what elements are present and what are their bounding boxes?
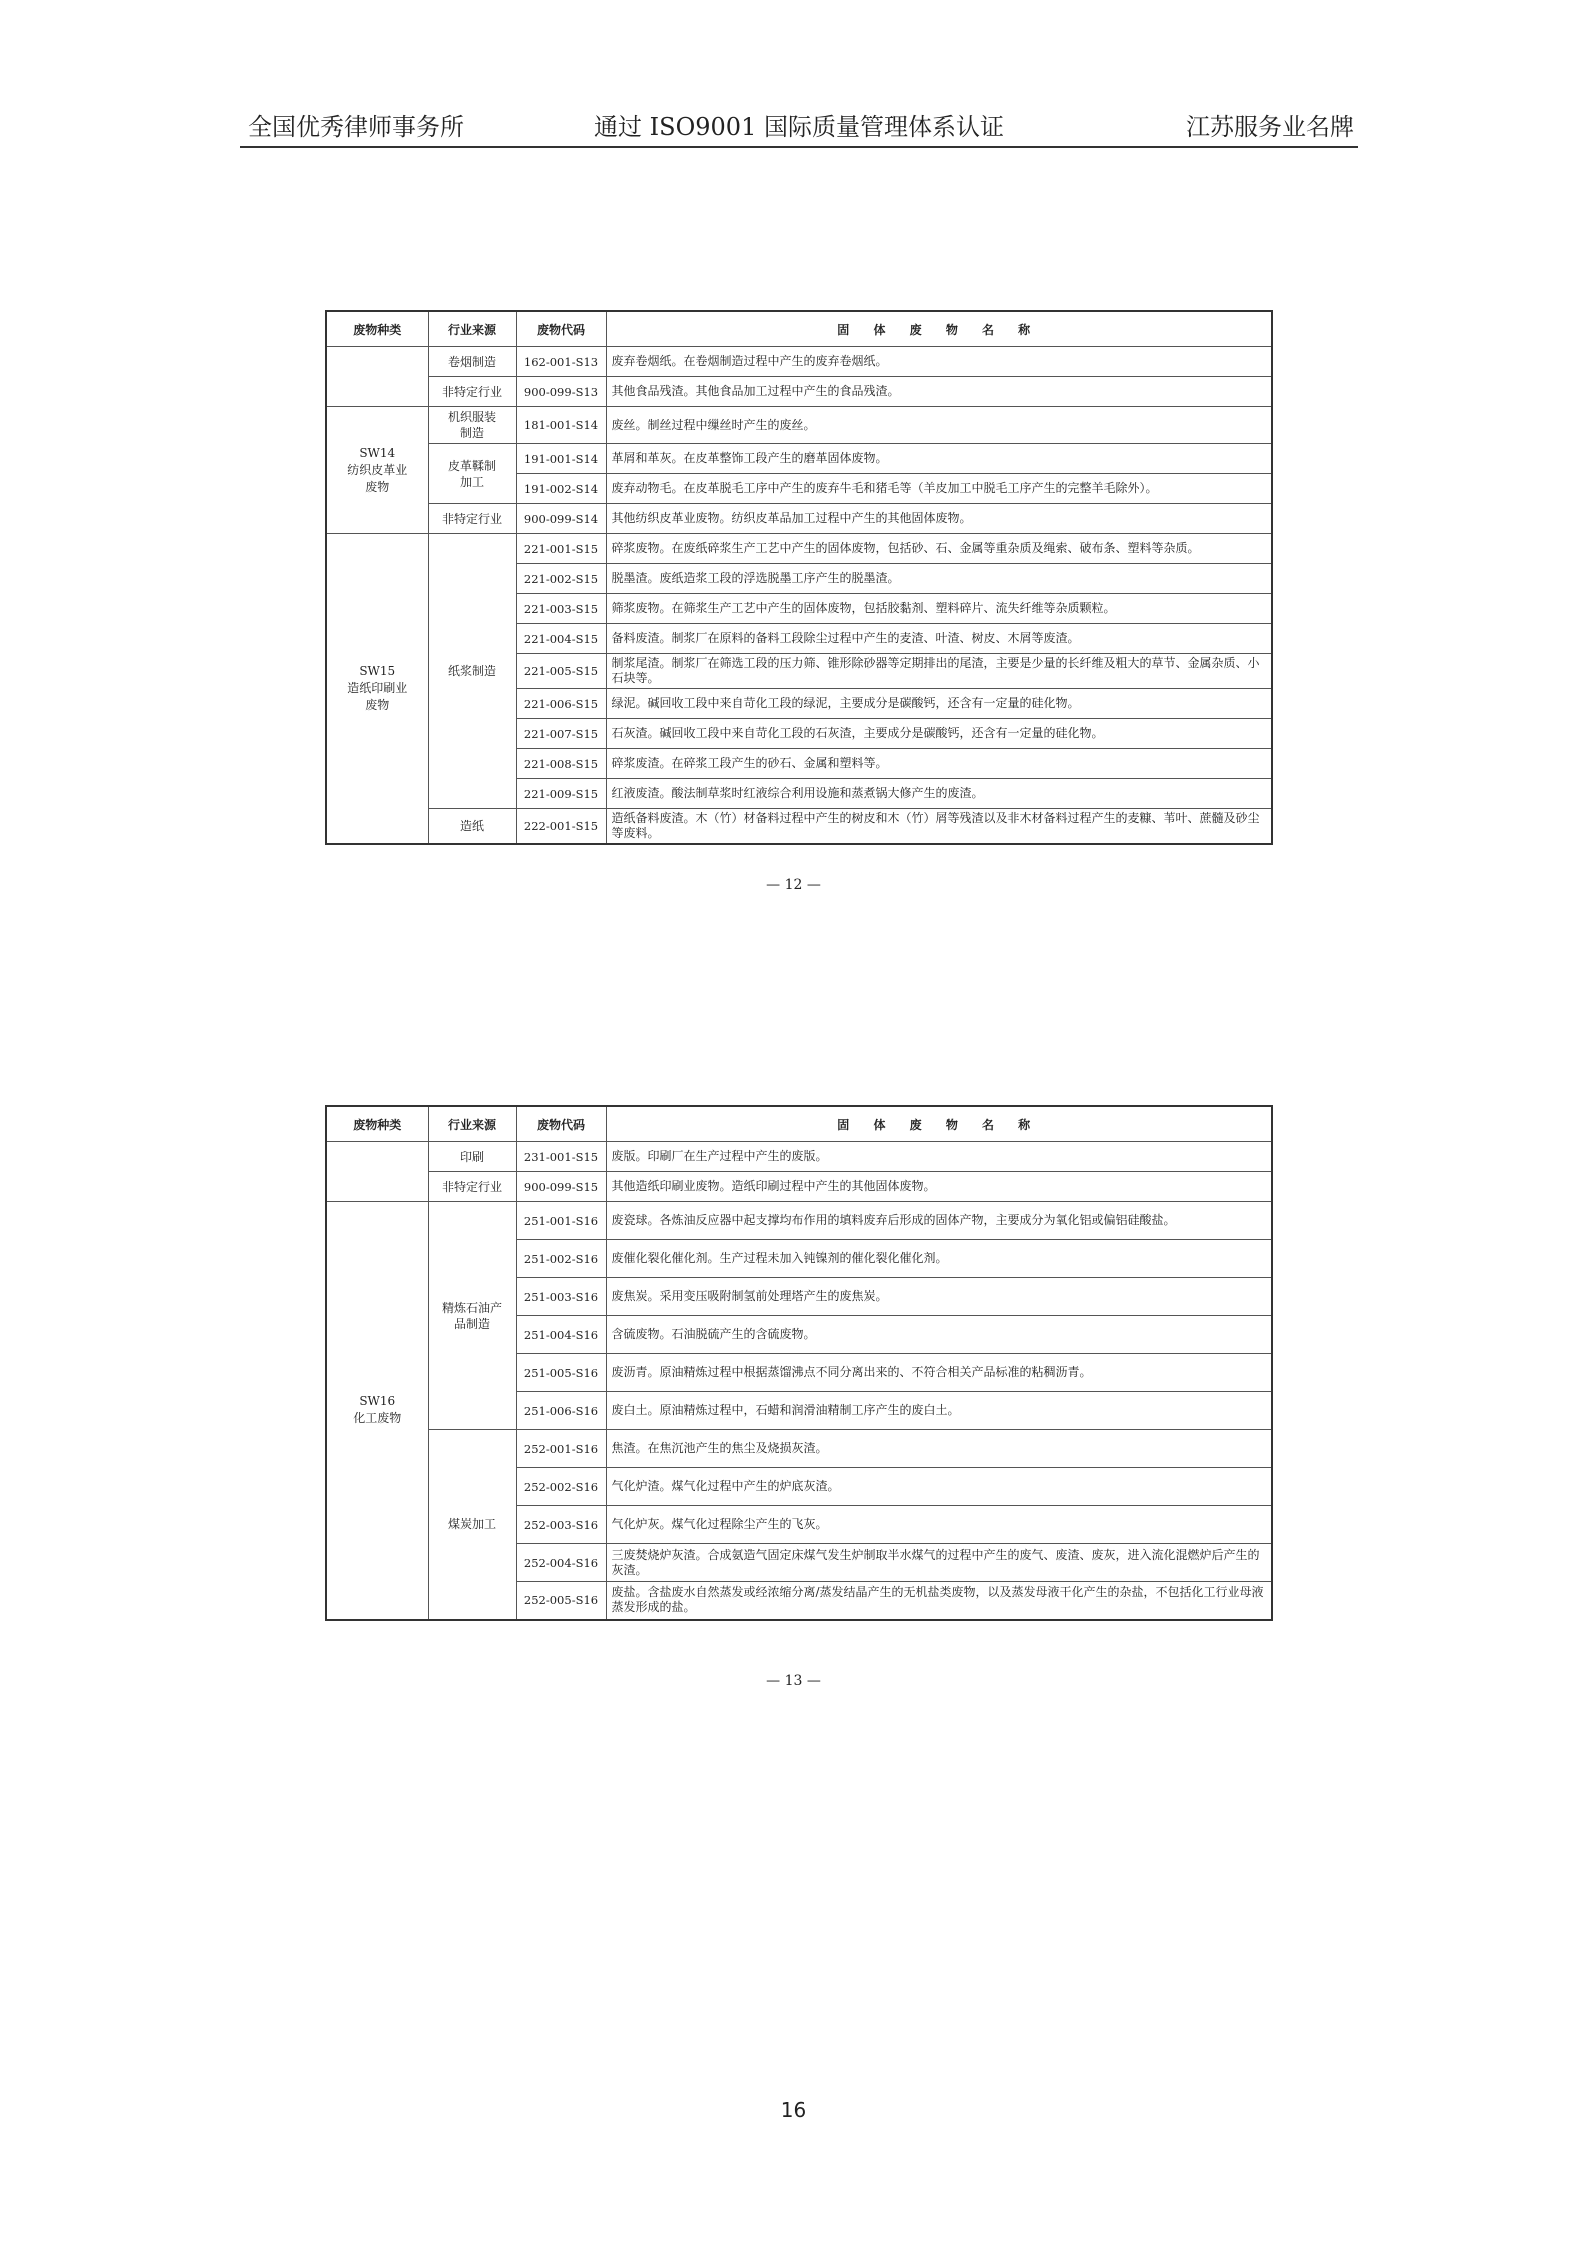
- description-cell: 其他造纸印刷业废物。造纸印刷过程中产生的其他固体废物。: [606, 1172, 1272, 1202]
- source-cell: 纸浆制造: [428, 534, 516, 809]
- description-cell: 含硫废物。石油脱硫产生的含硫废物。: [606, 1316, 1272, 1354]
- source-cell: 造纸: [428, 809, 516, 845]
- col-waste-code: 废物代码: [516, 1106, 606, 1142]
- category-cell: SW14 纺织皮革业 废物: [326, 407, 428, 534]
- waste-table-page-13: [325, 1105, 1273, 1621]
- code-cell: 251-004-S16: [516, 1316, 606, 1354]
- description-cell: 造纸备料废渣。木（竹）材备料过程中产生的树皮和木（竹）屑等残渣以及非木材备料过程产生的麦糠、苇叶、蔗髓及砂尘等废料。: [606, 809, 1272, 845]
- code-cell: 252-003-S16: [516, 1506, 606, 1544]
- category-cell: [326, 1142, 428, 1202]
- source-cell: 煤炭加工: [428, 1430, 516, 1620]
- description-cell: 焦渣。在焦沉池产生的焦尘及烧损灰渣。: [606, 1430, 1272, 1468]
- header-brand: 江苏服务业名牌: [1186, 113, 1354, 141]
- table-row: [326, 1430, 1272, 1468]
- description-cell: 废催化裂化催化剂。生产过程未加入钝镍剂的催化裂化催化剂。: [606, 1240, 1272, 1278]
- code-cell: 221-002-S15: [516, 564, 606, 594]
- source-cell: 机织服装 制造: [428, 407, 516, 444]
- description-cell: 绿泥。碱回收工段中来自苛化工段的绿泥，主要成分是碳酸钙，还含有一定量的硅化物。: [606, 689, 1272, 719]
- code-cell: 252-002-S16: [516, 1468, 606, 1506]
- description-cell: 碎浆废渣。在碎浆工段产生的砂石、金属和塑料等。: [606, 749, 1272, 779]
- code-cell: 231-001-S15: [516, 1142, 606, 1172]
- table-row: [326, 1202, 1272, 1240]
- header-firm-honor: 全国优秀律师事务所: [248, 113, 464, 141]
- description-cell: 其他食品残渣。其他食品加工过程中产生的食品残渣。: [606, 377, 1272, 407]
- table-row: [326, 1142, 1272, 1172]
- category-cell: SW16 化工废物: [326, 1202, 428, 1620]
- source-cell: 皮革鞣制 加工: [428, 444, 516, 504]
- description-cell: 石灰渣。碱回收工段中来自苛化工段的石灰渣，主要成分是碳酸钙，还含有一定量的硅化物。: [606, 719, 1272, 749]
- description-cell: 废沥青。原油精炼过程中根据蒸馏沸点不同分离出来的、不符合相关产品标准的粘稠沥青。: [606, 1354, 1272, 1392]
- description-cell: 气化炉渣。煤气化过程中产生的炉底灰渣。: [606, 1468, 1272, 1506]
- code-cell: 221-003-S15: [516, 594, 606, 624]
- code-cell: 221-001-S15: [516, 534, 606, 564]
- table-row: [326, 809, 1272, 845]
- code-cell: 251-003-S16: [516, 1278, 606, 1316]
- table-header-row: [326, 1106, 1272, 1142]
- col-industry-source: 行业来源: [428, 311, 516, 347]
- source-cell: 精炼石油产 品制造: [428, 1202, 516, 1430]
- code-cell: 221-005-S15: [516, 654, 606, 689]
- source-cell: 非特定行业: [428, 504, 516, 534]
- description-cell: 废版。印刷厂在生产过程中产生的废版。: [606, 1142, 1272, 1172]
- col-waste-category: 废物种类: [326, 311, 428, 347]
- source-cell: 非特定行业: [428, 377, 516, 407]
- code-cell: 191-002-S14: [516, 474, 606, 504]
- source-cell: 非特定行业: [428, 1172, 516, 1202]
- code-cell: 251-006-S16: [516, 1392, 606, 1430]
- table-row: [326, 444, 1272, 474]
- code-cell: 162-001-S13: [516, 347, 606, 377]
- code-cell: 221-007-S15: [516, 719, 606, 749]
- description-cell: 红液废渣。酸法制草浆时红液综合利用设施和蒸煮锅大修产生的废渣。: [606, 779, 1272, 809]
- code-cell: 900-099-S14: [516, 504, 606, 534]
- code-cell: 251-001-S16: [516, 1202, 606, 1240]
- description-cell: 废弃动物毛。在皮革脱毛工序中产生的废弃牛毛和猪毛等（羊皮加工中脱毛工序产生的完整羊毛除外）。: [606, 474, 1272, 504]
- code-cell: 252-004-S16: [516, 1544, 606, 1582]
- code-cell: 251-002-S16: [516, 1240, 606, 1278]
- table-row: [326, 377, 1272, 407]
- code-cell: 191-001-S14: [516, 444, 606, 474]
- page-header: [240, 112, 1358, 148]
- description-cell: 制浆尾渣。制浆厂在筛选工段的压力筛、锥形除砂器等定期排出的尾渣，主要是少量的长纤维及粗大的草节、金属杂质、小石块等。: [606, 654, 1272, 689]
- code-cell: 221-009-S15: [516, 779, 606, 809]
- code-cell: 221-006-S15: [516, 689, 606, 719]
- col-industry-source: 行业来源: [428, 1106, 516, 1142]
- category-cell: [326, 347, 428, 407]
- code-cell: 252-005-S16: [516, 1582, 606, 1620]
- col-waste-code: 废物代码: [516, 311, 606, 347]
- source-cell: 印刷: [428, 1142, 516, 1172]
- description-cell: 备料废渣。制浆厂在原料的备料工段除尘过程中产生的麦渣、叶渣、树皮、木屑等废渣。: [606, 624, 1272, 654]
- inner-page-number: — 12 —: [766, 877, 821, 893]
- code-cell: 221-008-S15: [516, 749, 606, 779]
- col-waste-name: 固 体 废 物 名 称: [606, 1106, 1272, 1142]
- code-cell: 900-099-S15: [516, 1172, 606, 1202]
- page-number: 16: [780, 2098, 807, 2122]
- code-cell: 221-004-S15: [516, 624, 606, 654]
- description-cell: 碎浆废物。在废纸碎浆生产工艺中产生的固体废物，包括砂、石、金属等重杂质及绳索、破布条、塑料等杂质。: [606, 534, 1272, 564]
- header-iso-cert: 通过 ISO9001 国际质量管理体系认证: [594, 113, 1004, 141]
- table-header-row: [326, 311, 1272, 347]
- source-cell: 卷烟制造: [428, 347, 516, 377]
- table-row: [326, 407, 1272, 444]
- description-cell: 废瓷球。各炼油反应器中起支撑均布作用的填料废弃后形成的固体产物，主要成分为氧化铝或偏铝硅酸盐。: [606, 1202, 1272, 1240]
- description-cell: 气化炉灰。煤气化过程除尘产生的飞灰。: [606, 1506, 1272, 1544]
- category-cell: SW15 造纸印刷业 废物: [326, 534, 428, 845]
- col-waste-name: 固 体 废 物 名 称: [606, 311, 1272, 347]
- table-row: [326, 504, 1272, 534]
- table-row: [326, 534, 1272, 564]
- code-cell: 900-099-S13: [516, 377, 606, 407]
- code-cell: 222-001-S15: [516, 809, 606, 845]
- col-waste-category: 废物种类: [326, 1106, 428, 1142]
- description-cell: 废弃卷烟纸。在卷烟制造过程中产生的废弃卷烟纸。: [606, 347, 1272, 377]
- code-cell: 251-005-S16: [516, 1354, 606, 1392]
- description-cell: 三废焚烧炉灰渣。合成氨造气固定床煤气发生炉制取半水煤气的过程中产生的废气、废渣、废灰，进入流化混燃炉后产生的灰渣。: [606, 1544, 1272, 1582]
- table-row: [326, 347, 1272, 377]
- code-cell: 181-001-S14: [516, 407, 606, 444]
- description-cell: 筛浆废物。在筛浆生产工艺中产生的固体废物，包括胶黏剂、塑料碎片、流失纤维等杂质颗粒。: [606, 594, 1272, 624]
- description-cell: 废丝。制丝过程中缫丝时产生的废丝。: [606, 407, 1272, 444]
- description-cell: 革屑和革灰。在皮革整饰工段产生的磨革固体废物。: [606, 444, 1272, 474]
- description-cell: 废焦炭。采用变压吸附制氢前处理塔产生的废焦炭。: [606, 1278, 1272, 1316]
- waste-table-page-12: [325, 310, 1273, 845]
- description-cell: 脱墨渣。废纸造浆工段的浮选脱墨工序产生的脱墨渣。: [606, 564, 1272, 594]
- inner-page-number: — 13 —: [766, 1673, 821, 1689]
- code-cell: 252-001-S16: [516, 1430, 606, 1468]
- description-cell: 废白土。原油精炼过程中，石蜡和润滑油精制工序产生的废白土。: [606, 1392, 1272, 1430]
- description-cell: 废盐。含盐废水自然蒸发或经浓缩分离/蒸发结晶产生的无机盐类废物，以及蒸发母液干化产生的杂盐，不包括化工行业母液蒸发形成的盐。: [606, 1582, 1272, 1620]
- table-row: [326, 1172, 1272, 1202]
- description-cell: 其他纺织皮革业废物。纺织皮革品加工过程中产生的其他固体废物。: [606, 504, 1272, 534]
